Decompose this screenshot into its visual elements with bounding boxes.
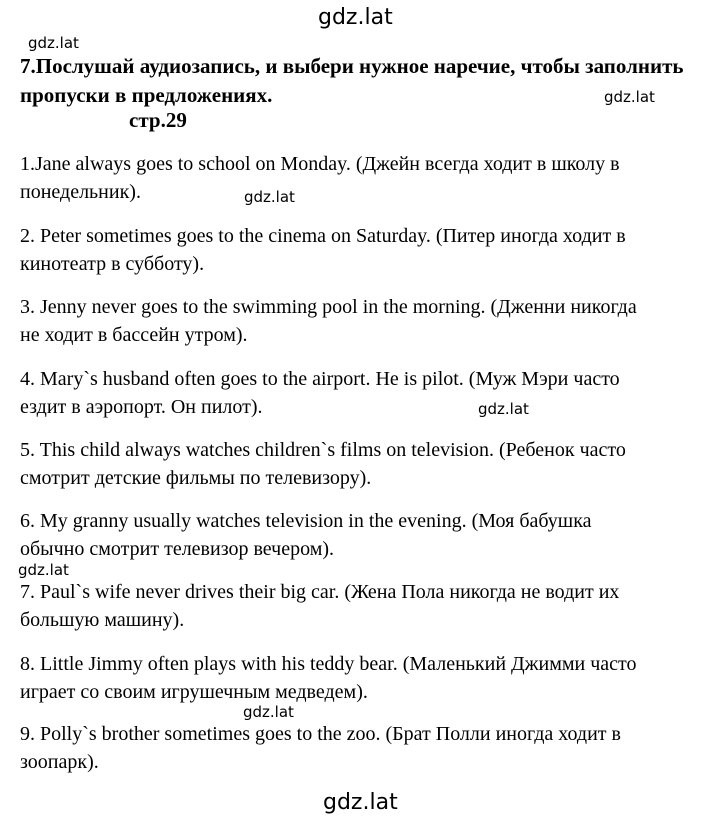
item-line: ездит в аэропорт. Он пилот). xyxy=(20,396,263,418)
item-line: обычно смотрит телевизор вечером). xyxy=(20,538,335,560)
watermark: gdz.lat xyxy=(28,34,79,52)
item-line: играет со своим игрушечным медведем). xyxy=(20,681,368,703)
item-line: 6. My granny usually watches television in the evening. (Моя бабушка xyxy=(20,510,592,532)
exercise-item-4 xyxy=(20,365,710,421)
watermark: gdz.lat xyxy=(478,400,529,418)
item-line: не ходит в бассейн утром). xyxy=(20,324,248,346)
item-line: 4. Mary`s husband often goes to the airport. He is pilot. (Муж Мэри часто xyxy=(20,368,620,390)
exercise-item-6 xyxy=(20,507,710,563)
exercise-item-2 xyxy=(20,222,710,278)
item-line: 3. Jenny never goes to the swimming pool in the morning. (Дженни никогда xyxy=(20,296,637,318)
item-line: зоопарк). xyxy=(20,751,99,773)
item-line: 8. Little Jimmy often plays with his teddy bear. (Маленький Джимми часто xyxy=(20,653,637,675)
item-line: понедельник). xyxy=(20,181,141,203)
item-line: смотрит детские фильмы по телевизору). xyxy=(20,467,372,489)
exercise-item-5 xyxy=(20,436,710,492)
item-line: 2. Peter sometimes goes to the cinema on Saturday. (Питер иногда ходит в xyxy=(20,225,626,247)
watermark: gdz.lat xyxy=(604,88,655,106)
exercise-item-1 xyxy=(20,150,710,206)
watermark-top: gdz.lat xyxy=(318,5,393,30)
watermark-bottom: gdz.lat xyxy=(323,790,398,815)
item-line: 5. This child always watches children`s films on television. (Ребенок часто xyxy=(20,439,626,461)
task-title-line-2: пропуски в предложениях. xyxy=(20,83,273,107)
watermark: gdz.lat xyxy=(243,703,294,721)
item-line: большую машину). xyxy=(20,609,185,631)
watermark: gdz.lat xyxy=(244,188,295,206)
exercise-item-9 xyxy=(20,720,710,776)
exercise-item-3 xyxy=(20,293,710,349)
item-line: 7. Paul`s wife never drives their big car. (Жена Пола никогда не водит их xyxy=(20,581,620,603)
page-reference: стр.29 xyxy=(129,108,187,132)
exercise-item-8 xyxy=(20,650,710,706)
task-title-line-1: 7.Послушай аудиозапись, и выбери нужное наречие, чтобы заполнить xyxy=(20,54,684,78)
item-line: кинотеатр в субботу). xyxy=(20,253,205,275)
exercise-item-7 xyxy=(20,578,710,634)
watermark: gdz.lat xyxy=(18,561,69,579)
item-line: 1.Jane always goes to school on Monday. (Джейн всегда ходит в школу в xyxy=(20,153,620,175)
item-line: 9. Polly`s brother sometimes goes to the zoo. (Брат Полли иногда ходит в xyxy=(20,723,621,745)
